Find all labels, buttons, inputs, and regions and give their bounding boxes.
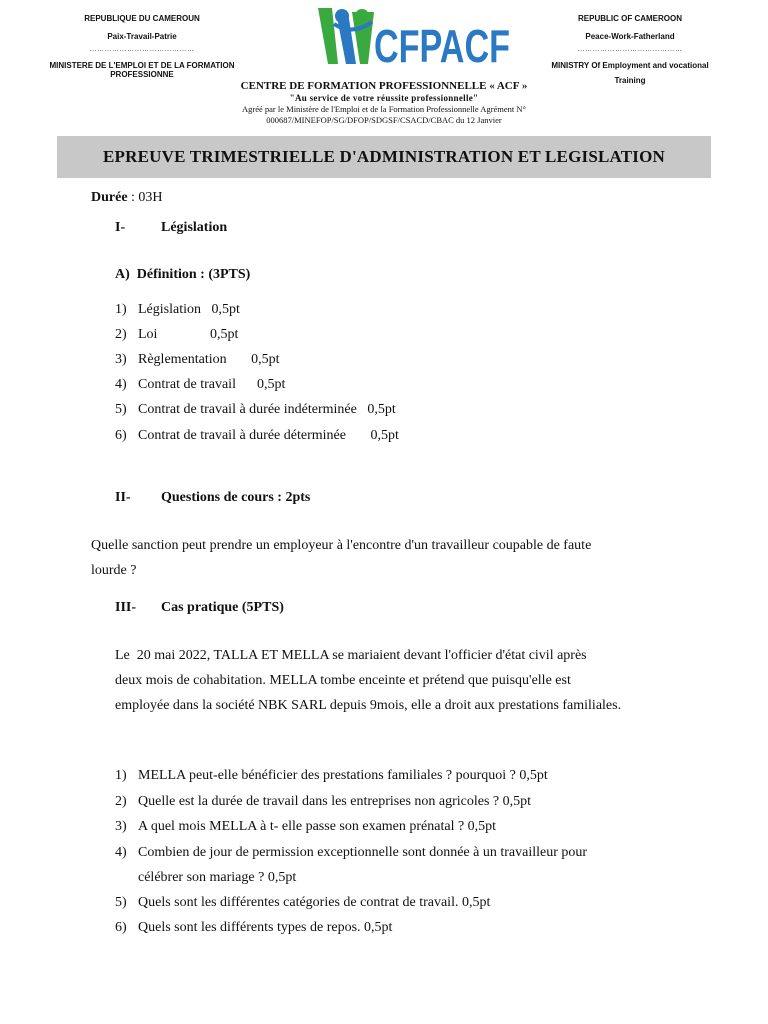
- exam-title: EPREUVE TRIMESTRIELLE D'ADMINISTRATION ET LEGISLATION: [103, 147, 665, 166]
- duration: [91, 191, 163, 205]
- case-line1: Le 20 mai 2022, TALLA ET MELLA se mariaient devant l'officier d'état civil après: [115, 648, 587, 663]
- definition-item: 1) Législation 0,5pt: [115, 302, 240, 317]
- section-3-numeral: III-: [115, 600, 137, 615]
- section-3-title: Cas pratique (5PTS): [161, 600, 284, 615]
- definition-item: 2) Loi 0,5pt: [115, 327, 239, 342]
- section-2-numeral: II-: [115, 490, 131, 505]
- case-line3: employée dans la société NBK SARL depuis 9mois, elle a droit aux prestations familiales.: [115, 698, 622, 713]
- motto-en: Peace-Work-Fatherland: [585, 31, 675, 41]
- duration-value: : 03H: [127, 190, 163, 205]
- ministry-fr-line1: MINISTERE DE L'EMPLOI ET DE LA FORMATION: [49, 60, 235, 70]
- dots-left: ……………………………………: [89, 46, 195, 54]
- center-slogan: "Au service de votre réussite professionnelle": [289, 93, 479, 103]
- course-question-line1: Quelle sanction peut prendre un employeur à l'encontre d'un travailleur coupable de faute: [91, 538, 592, 553]
- country-en: REPUBLIC OF CAMEROON: [578, 14, 682, 23]
- ministry-en-line1: MINISTRY Of Employment and vocational: [551, 60, 709, 70]
- logo-text: CFPACF: [374, 20, 510, 72]
- country-fr: REPUBLIQUE DU CAMEROUN: [84, 14, 200, 23]
- section-2-heading: [115, 491, 310, 505]
- case-line2: deux mois de cohabitation. MELLA tombe enceinte et prétend que puisqu'elle est: [115, 673, 571, 688]
- center-agreement-line1: Agréé par le Ministère de l'Emploi et de la Formation Professionnelle Agrément N°: [242, 104, 526, 114]
- header-right: [530, 14, 730, 86]
- motto-fr: Paix-Travail-Patrie: [107, 31, 177, 41]
- case-question: 6) Quels sont les différents types de repos. 0,5pt: [115, 920, 393, 935]
- case-question: 1) MELLA peut-elle bénéficier des prestations familiales ? pourquoi ? 0,5pt: [115, 768, 548, 783]
- definition-item: 6) Contrat de travail à durée déterminée 0,5pt: [115, 428, 399, 443]
- exam-title-banner: [57, 136, 711, 178]
- section-1-heading: [115, 221, 227, 235]
- section-1-title: Législation: [161, 220, 228, 235]
- header-left: [42, 14, 242, 80]
- course-question-line2: lourde ?: [91, 563, 137, 578]
- center-agreement-line2: 000687/MINEFOP/SG/DFOP/SDGSF/CSACD/CBAC du 12 Janvier: [266, 115, 502, 125]
- case-question: 5) Quels sont les différentes catégories de contrat de travail. 0,5pt: [115, 895, 491, 910]
- section-1-subsection: A) Définition : (3PTS): [115, 267, 251, 282]
- ministry-en-line2: Training: [614, 76, 646, 86]
- case-question: 3) A quel mois MELLA à t- elle passe son examen prénatal ? 0,5pt: [115, 819, 497, 834]
- case-question-continuation: célébrer son mariage ? 0,5pt: [138, 870, 297, 885]
- definition-item: 4) Contrat de travail 0,5pt: [115, 377, 286, 392]
- ministry-fr-line2: PROFESSIONNE: [110, 70, 174, 80]
- section-3-heading: [115, 601, 284, 615]
- case-question: 4) Combien de jour de permission exceptionnelle sont donnée à un travailleur pour: [115, 845, 588, 860]
- section-2-title: Questions de cours : 2pts: [161, 490, 311, 505]
- definition-item: 5) Contrat de travail à durée indéterminée 0,5pt: [115, 402, 396, 417]
- dots-right: ……………………………………: [577, 46, 683, 54]
- cfpacf-logo: [316, 2, 511, 70]
- center-title: CENTRE DE FORMATION PROFESSIONNELLE « ACF »: [240, 80, 528, 92]
- duration-label: Durée: [91, 190, 128, 205]
- case-question: 2) Quelle est la durée de travail dans les entreprises non agricoles ? 0,5pt: [115, 794, 532, 809]
- definition-item: 3) Règlementation 0,5pt: [115, 352, 280, 367]
- section-1-numeral: I-: [115, 220, 126, 235]
